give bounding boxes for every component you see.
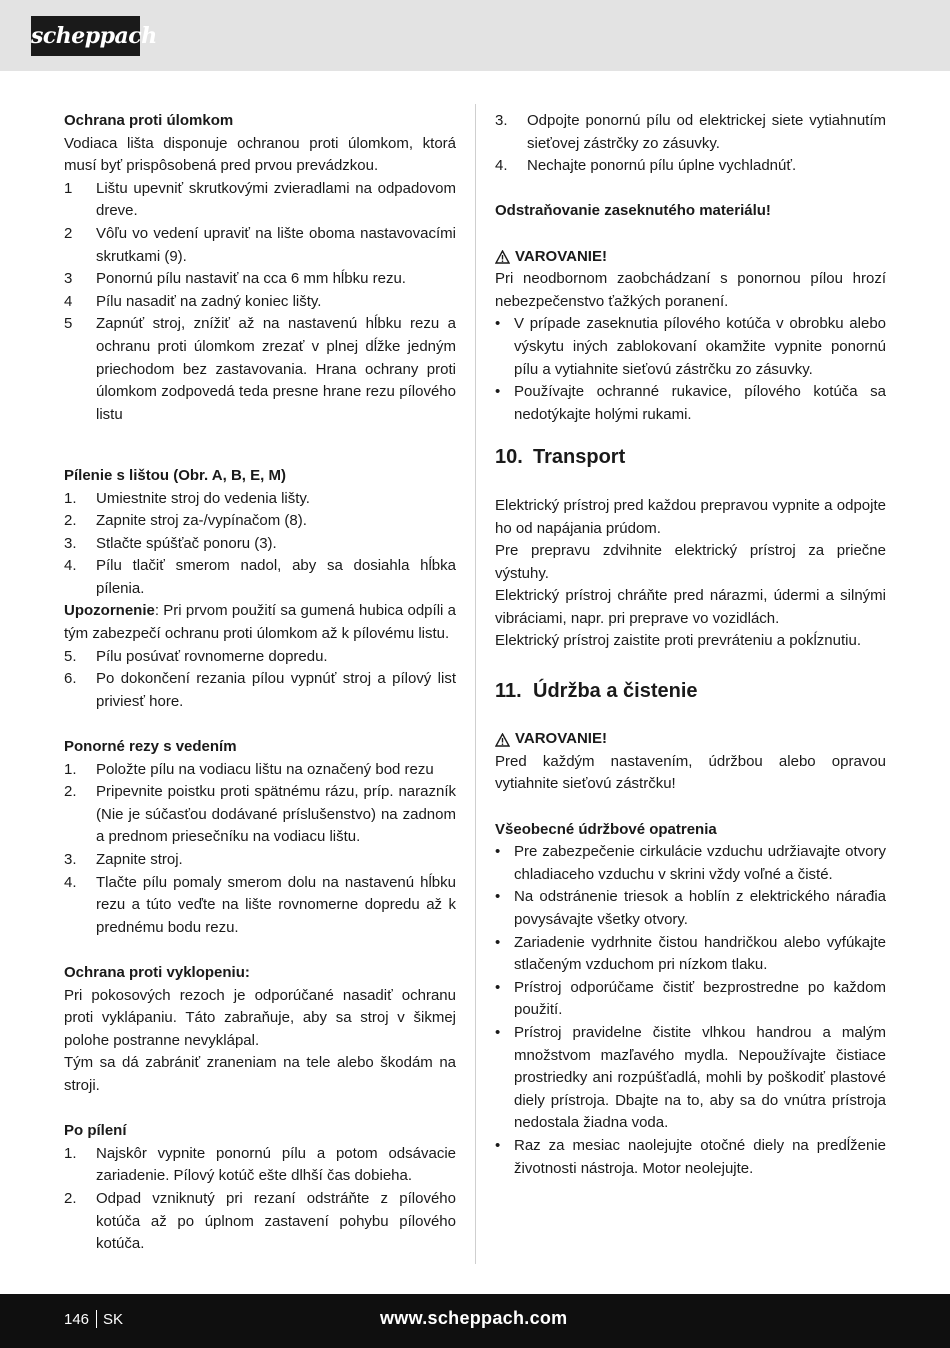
section-title: Všeobecné údržbové opatrenia	[495, 820, 717, 838]
list-item	[495, 1135, 886, 1180]
item-text: Pílu nasadiť na zadný koniec lišty.	[96, 292, 322, 310]
item-number: 3	[64, 270, 73, 288]
list-item	[64, 268, 456, 291]
note-text: : Pri prvom použití sa gumená hubica odpíli a tým zabezpečí ochranu proti úlomkom až k pílovému listu.	[64, 602, 456, 643]
bullet-icon: •	[495, 888, 501, 906]
item-number: 5.	[64, 647, 77, 665]
item-text: Stlačte spúšťač ponoru (3).	[96, 534, 277, 552]
section-title: Ochrana proti vyklopeniu:	[64, 963, 250, 981]
list-item	[495, 932, 886, 977]
list-item	[64, 781, 456, 849]
numbered-list	[64, 646, 456, 714]
item-number: 4.	[64, 873, 77, 891]
brand-logo: scheppach	[31, 16, 140, 56]
item-number: 3.	[64, 534, 77, 552]
item-number: 1.	[64, 489, 77, 507]
warning-heading	[495, 728, 886, 751]
bullet-icon: •	[495, 978, 501, 996]
list-item	[495, 381, 886, 426]
item-text: Tlačte pílu pomaly smerom dolu na nastavenú hĺbku rezu a túto veďte na lište rovnomerne dopredu až k prednému bodu rezu.	[96, 873, 456, 936]
chapter-title: Transport	[533, 446, 626, 469]
item-number: 3.	[495, 112, 508, 129]
item-number: 1.	[64, 760, 77, 778]
warning-triangle-icon	[495, 250, 510, 264]
item-text: Zariadenie vydrhnite čistou handričkou alebo vyfúkajte stlačeným vzduchom pri nízkom tlaku.	[514, 933, 886, 974]
item-text: Prístroj odporúčame čistiť bezprostredne po každom použití.	[514, 978, 886, 1019]
language-code: SK	[103, 1311, 124, 1328]
numbered-list	[495, 110, 886, 178]
paragraph: Pre prepravu zdvihnite elektrický prístroj za priečne výstuhy.	[495, 542, 886, 582]
item-text: Pripevnite poistku proti spätnému rázu, príp. narazník (Nie je súčasťou dodávané príslušenstvo) na zadnom a prednom priesečníku na vodiacu lištu.	[96, 783, 456, 846]
list-item	[64, 849, 456, 872]
bullet-list	[495, 841, 886, 1180]
item-text: Zapnite stroj za-/vypínačom (8).	[96, 512, 307, 530]
list-item	[64, 759, 456, 782]
item-number: 2.	[64, 783, 77, 801]
note-label: Upozornenie	[64, 602, 155, 620]
left-column	[64, 110, 456, 1256]
numbered-list	[64, 178, 456, 427]
list-item	[495, 886, 886, 931]
chapter-heading	[495, 678, 886, 704]
item-number: 4.	[495, 157, 508, 175]
paragraph: Elektrický prístroj pred každou prepravou vypnite a odpojte ho od napájania prúdom.	[495, 496, 886, 537]
warning-label: VAROVANIE!	[515, 247, 607, 265]
column-divider	[475, 104, 476, 1264]
section-title: Ponorné rezy s vedením	[64, 738, 237, 756]
item-text: Prístroj pravidelne čistite vlhkou handrou a malým množstvom mazľavého mydla. Nepoužívajte čistiace prostriedky ani rozpúšťadlá, mohli by poškodiť plastové diely prístroja. Dbajte na to, aby sa do vnútra prístroja nedostala žiadna voda.	[514, 1023, 886, 1132]
list-item	[64, 668, 456, 713]
item-text: Zapnite stroj.	[96, 851, 183, 868]
warning-heading	[495, 246, 886, 269]
list-item	[64, 510, 456, 533]
list-item	[64, 488, 456, 511]
chapter-title: Údržba a čistenie	[533, 679, 698, 702]
item-text: Používajte ochranné rukavice, pílového kotúča sa nedotýkajte holými rukami.	[514, 383, 886, 423]
item-number: 4	[64, 292, 73, 310]
paragraph: Pri neodbornom zaobchádzaní s ponornou pílou hrozí nebezpečenstvo ťažkých poranení.	[495, 270, 886, 310]
item-text: Umiestnite stroj do vedenia lišty.	[96, 489, 310, 507]
paragraph: Tým sa dá zabrániť zraneniam na tele alebo škodám na stroji.	[64, 1054, 456, 1094]
item-number: 3.	[64, 851, 77, 868]
item-text: Pílu tlačiť smerom nadol, aby sa dosiahla hĺbka pílenia.	[96, 557, 456, 597]
list-item	[64, 533, 456, 556]
section-title: Po pílení	[64, 1122, 127, 1140]
section-title: Pílenie s lištou (Obr. A, B, E, M)	[64, 466, 286, 484]
list-item	[495, 841, 886, 886]
item-text: Nechajte ponornú pílu úplne vychladnúť.	[527, 157, 797, 175]
footer-separator	[96, 1310, 97, 1328]
list-item	[64, 1143, 456, 1188]
website-link[interactable]: www.scheppach.com	[380, 1308, 568, 1328]
item-number: 6.	[64, 670, 77, 688]
list-item	[64, 223, 456, 268]
paragraph: Pred každým nastavením, údržbou alebo opravou vytiahnite sieťovú zástrčku!	[495, 752, 886, 793]
item-text: Zapnúť stroj, znížiť až na nastavenú hĺbku rezu a ochranu proti úlomkom zrezať v plnej dĺžke jedným priechodom bez zastavovania. Hrana ochrany proti úlomkom zodpovedá teda presne hrane rezu pílového listu	[96, 315, 456, 423]
numbered-list	[64, 1143, 456, 1256]
list-item	[64, 178, 456, 223]
list-item	[495, 155, 886, 178]
paragraph: Elektrický prístroj chráňte pred nárazmi, údermi a silnými vibráciami, napr. pri preprave vo vozidlách.	[495, 587, 886, 627]
item-text: Odpojte ponornú pílu od elektrickej siete vytiahnutím sieťovej zástrčky zo zásuvky.	[527, 112, 886, 152]
item-text: V prípade zaseknutia pílového kotúča v obrobku alebo výskytu iných zablokovaní okamžite vypnite ponornú pílu a vytiahnite sieťovú zástrčku zo zásuvky.	[514, 315, 886, 378]
list-item	[64, 1188, 456, 1256]
item-number: 1.	[64, 1144, 77, 1162]
list-item	[64, 313, 456, 426]
note-paragraph	[64, 600, 456, 645]
item-text: Na odstránenie triesok a hoblín z elektrického nárađia povysávajte všetky otvory.	[514, 888, 886, 928]
item-text: Po dokončení rezania pílou vypnúť stroj a pílový list priviesť hore.	[96, 670, 456, 710]
right-column	[495, 110, 886, 1180]
item-text: Pílu posúvať rovnomerne dopredu.	[96, 647, 328, 665]
list-item	[495, 977, 886, 1022]
item-number: 5	[64, 315, 73, 333]
section-title: Ochrana proti úlomkom	[64, 112, 234, 129]
bullet-icon: •	[495, 843, 501, 861]
numbered-list	[64, 759, 456, 940]
item-number: 1	[64, 179, 73, 197]
warning-triangle-icon	[495, 733, 510, 747]
bullet-icon: •	[495, 1023, 501, 1041]
bullet-icon: •	[495, 383, 501, 401]
item-number: 2.	[64, 1189, 77, 1207]
page-footer	[0, 1294, 950, 1348]
bullet-list	[495, 313, 886, 426]
chapter-number: 10.	[495, 446, 523, 469]
bullet-icon: •	[495, 315, 501, 333]
paragraph: Vodiaca lišta disponuje ochranou proti úlomkom, ktorá musí byť prispôsobená pred prvou prevádzkou.	[64, 134, 456, 175]
item-text: Odpad vzniknutý pri rezaní odstráňte z pílového kotúča až po úplnom zastavení pohybu pílového kotúča.	[96, 1189, 456, 1253]
item-text: Lištu upevniť skrutkovými zvieradlami na odpadovom dreve.	[96, 179, 456, 220]
item-text: Ponornú pílu nastaviť na cca 6 mm hĺbku rezu.	[96, 270, 406, 288]
item-text: Najskôr vypnite ponornú pílu a potom odsávacie zariadenie. Pílový kotúč ešte dlhší čas dobieha.	[96, 1144, 456, 1185]
item-text: Položte pílu na vodiacu lištu na označený bod rezu	[96, 760, 434, 778]
item-number: 2	[64, 224, 73, 242]
paragraph: Elektrický prístroj zaistite proti prevráteniu a pokĺznutiu.	[495, 632, 861, 650]
bullet-icon: •	[495, 933, 501, 951]
item-number: 4.	[64, 557, 77, 575]
item-number: 2.	[64, 512, 77, 530]
warning-label: VAROVANIE!	[515, 730, 607, 748]
paragraph: Pri pokosových rezoch je odporúčané nasadiť ochranu proti vyklápaniu. Táto zabraňuje, aby sa stroj v šikmej polohe postranne nevyklápal.	[64, 986, 456, 1049]
list-item	[495, 313, 886, 381]
chapter-heading	[495, 444, 886, 470]
list-item	[495, 110, 886, 155]
chapter-number: 11.	[495, 679, 522, 702]
list-item	[64, 646, 456, 669]
bullet-icon: •	[495, 1136, 501, 1154]
list-item	[64, 555, 456, 600]
numbered-list	[64, 488, 456, 601]
list-item	[64, 291, 456, 314]
item-text: Raz za mesiac naolejujte otočné diely na predĺženie životnosti nástroja. Motor neolejujte.	[514, 1136, 886, 1177]
item-text: Vôľu vo vedení upraviť na lište oboma nastavovacími skrutkami (9).	[96, 224, 456, 265]
page-header	[0, 0, 950, 71]
list-item	[495, 1022, 886, 1135]
list-item	[64, 872, 456, 940]
item-text: Pre zabezpečenie cirkulácie vzduchu udržiavajte otvory chladiaceho vzduchu v skrini vždy voľné a čisté.	[514, 843, 886, 883]
page-number: 146	[64, 1311, 90, 1328]
section-title: Odstraňovanie zaseknutého materiálu!	[495, 202, 771, 220]
